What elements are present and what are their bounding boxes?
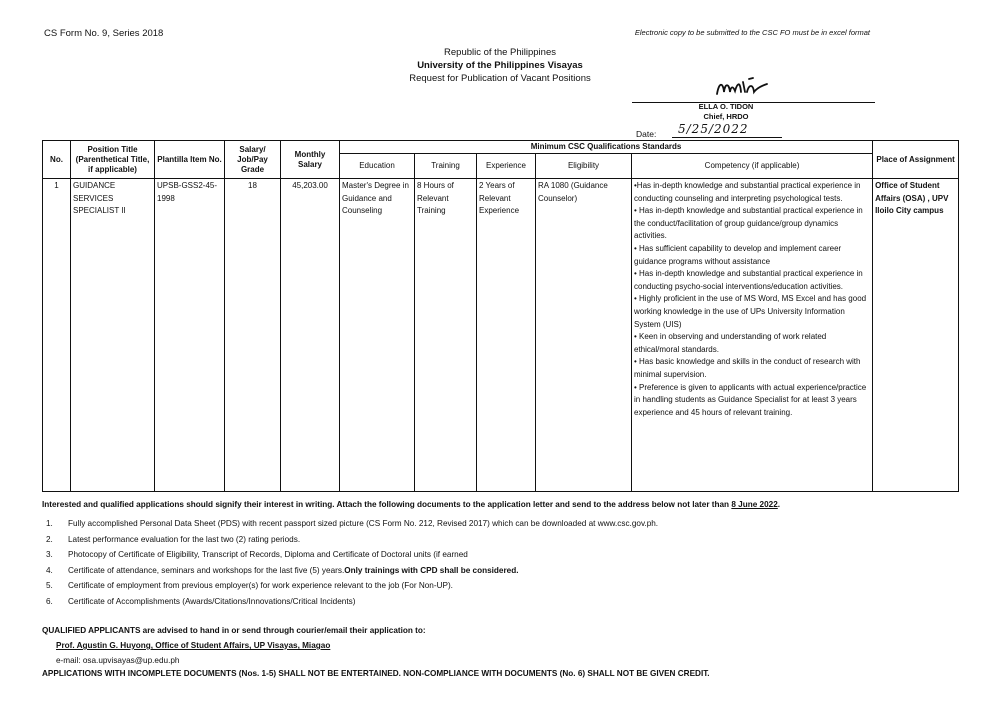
list-item-text: Certificate of Accomplishments (Awards/Citations/Innovations/Critical Incidents) — [68, 596, 356, 606]
cell-experience: 2 Years of Relevant Experience — [477, 179, 536, 492]
header-training: Training — [415, 154, 477, 179]
incomplete-documents-warning: APPLICATIONS WITH INCOMPLETE DOCUMENTS (Nos. 1-5) SHALL NOT BE ENTERTAINED. NON-COMPLIANCE WITH DOCUMENTS (No. 6) SHALL NOT BE GIVEN CREDIT. — [42, 669, 710, 678]
list-item — [46, 597, 658, 613]
signature-icon — [713, 74, 773, 100]
cell-monthly-salary: 45,203.00 — [281, 179, 340, 492]
header-position-title: Position Title (Parenthetical Title, if applicable) — [71, 141, 155, 179]
cell-eligibility: RA 1080 (Guidance Counselor) — [536, 179, 632, 492]
list-item — [46, 535, 658, 551]
list-item-number: 1. — [46, 519, 53, 528]
request-title: Request for Publication of Vacant Positions — [409, 73, 591, 84]
cell-salary-grade: 18 — [225, 179, 281, 492]
list-item — [46, 581, 658, 597]
cell-training: 8 Hours of Relevant Training — [415, 179, 477, 492]
list-item — [46, 519, 658, 535]
header-min-qualifications: Minimum CSC Qualifications Standards — [340, 141, 873, 154]
list-item-number: 4. — [46, 565, 53, 575]
qualified-applicants-note: QUALIFIED APPLICANTS are advised to hand in or send through courier/email their application to: — [42, 626, 426, 635]
interest-text: Interested and qualified applications should signify their interest in writing. Attach the following documents to the application letter and send to the address below not later than — [42, 500, 730, 509]
competency-item: • Has basic knowledge and skills in the conduct of research with minimal supervision. — [634, 357, 861, 379]
signatory-title: Chief, HRDO — [703, 112, 749, 121]
form-number: CS Form No. 9, Series 2018 — [44, 28, 164, 39]
competency-item: • Has sufficient capability to develop and implement career guidance programs without assistance — [634, 243, 842, 266]
university-name: University of the Philippines Visayas — [417, 60, 583, 71]
deadline-suffix: . — [777, 500, 781, 509]
list-item-number: 2. — [46, 534, 53, 544]
vacant-positions-table — [42, 140, 959, 492]
deadline-date: 8 June 2022 — [731, 500, 778, 509]
cell-plantilla: UPSB-GSS2-45-1998 — [155, 179, 225, 492]
cell-education: Master's Degree in Guidance and Counseling — [340, 179, 415, 492]
list-item-number: 6. — [46, 596, 53, 606]
list-item-text: Certificate of employment from previous employer(s) for work experience relevant to the job (For Non-UP). — [68, 581, 453, 591]
competency-item: • Has in-depth knowledge and substantial practical experience in conducting psycho-social interventions/education activities. — [634, 269, 863, 291]
list-item-number: 3. — [46, 550, 53, 560]
header-salary-grade: Salary/ Job/Pay Grade — [225, 141, 281, 179]
header-competency: Competency (if applicable) — [632, 154, 873, 179]
cell-no: 1 — [43, 179, 71, 492]
list-item — [46, 550, 658, 566]
interest-statement — [42, 500, 780, 509]
cell-place: Office of Student Affairs (OSA) , UPV Iloilo City campus — [873, 179, 959, 492]
excel-note: Electronic copy to be submitted to the CSC FO must be in excel format — [634, 28, 870, 37]
header-plantilla: Plantilla Item No. — [155, 141, 225, 179]
table-row — [43, 179, 959, 492]
competency-item: • Keen in observing and understanding of work related ethical/moral standards. — [634, 332, 827, 354]
submission-email: e-mail: osa.upvisayas@up.edu.ph — [56, 656, 180, 665]
header-eligibility: Eligibility — [536, 154, 632, 179]
list-item — [46, 566, 658, 582]
competency-item: • Highly proficient in the use of MS Word, MS Excel and has good working knowledge in the use of UPs University Information System (UIS) — [634, 294, 867, 329]
cell-competency — [632, 179, 873, 492]
header-experience: Experience — [477, 154, 536, 179]
date-value: 5/25/2022 — [678, 122, 749, 136]
signatory-name: ELLA O. TIDON — [698, 102, 754, 111]
list-item-text: Certificate of attendance, seminars and workshops for the last five (5) years. — [68, 565, 345, 575]
requirements-list — [46, 519, 658, 613]
list-item-text: Fully accomplished Personal Data Sheet (PDS) with recent passport sized picture (CS Form No. 212, Revised 2017) which can be downloaded at www.csc.gov.ph. — [68, 519, 659, 528]
list-item-text: Photocopy of Certificate of Eligibility, Transcript of Records, Diploma and Certificate of Doctoral units (if earned — [68, 550, 468, 560]
competency-item: • Has in-depth knowledge and substantial practical experience in the conduct/facilitation of group guidance/group dynamics activities. — [634, 206, 863, 241]
submission-address: Prof. Agustin G. Huyong, Office of Student Affairs, UP Visayas, Miagao — [56, 641, 331, 650]
cell-position-title: GUIDANCE SERVICES SPECIALIST II — [71, 179, 155, 492]
competency-item: •Has in-depth knowledge and substantial practical experience in conducting counseling and interpreting psychological tests. — [634, 181, 861, 203]
header-education: Education — [340, 154, 415, 179]
header-monthly-salary: Monthly Salary — [281, 141, 340, 179]
republic-line: Republic of the Philippines — [444, 47, 556, 58]
document-heading — [350, 46, 650, 85]
list-item-text: Latest performance evaluation for the last two (2) rating periods. — [68, 534, 301, 544]
date-label: Date: — [636, 129, 657, 139]
list-item-bold-note: Only trainings with CPD shall be considered. — [344, 565, 519, 575]
date-line — [672, 137, 782, 138]
competency-item: • Preference is given to applicants with actual experience/practice in handling students as Guidance Specialist for at least 3 years experience and 45 hours of relevant training. — [634, 382, 867, 417]
list-item-number: 5. — [46, 581, 53, 591]
header-place: Place of Assignment — [873, 141, 959, 179]
header-no: No. — [43, 141, 71, 179]
signatory-block — [636, 102, 816, 122]
